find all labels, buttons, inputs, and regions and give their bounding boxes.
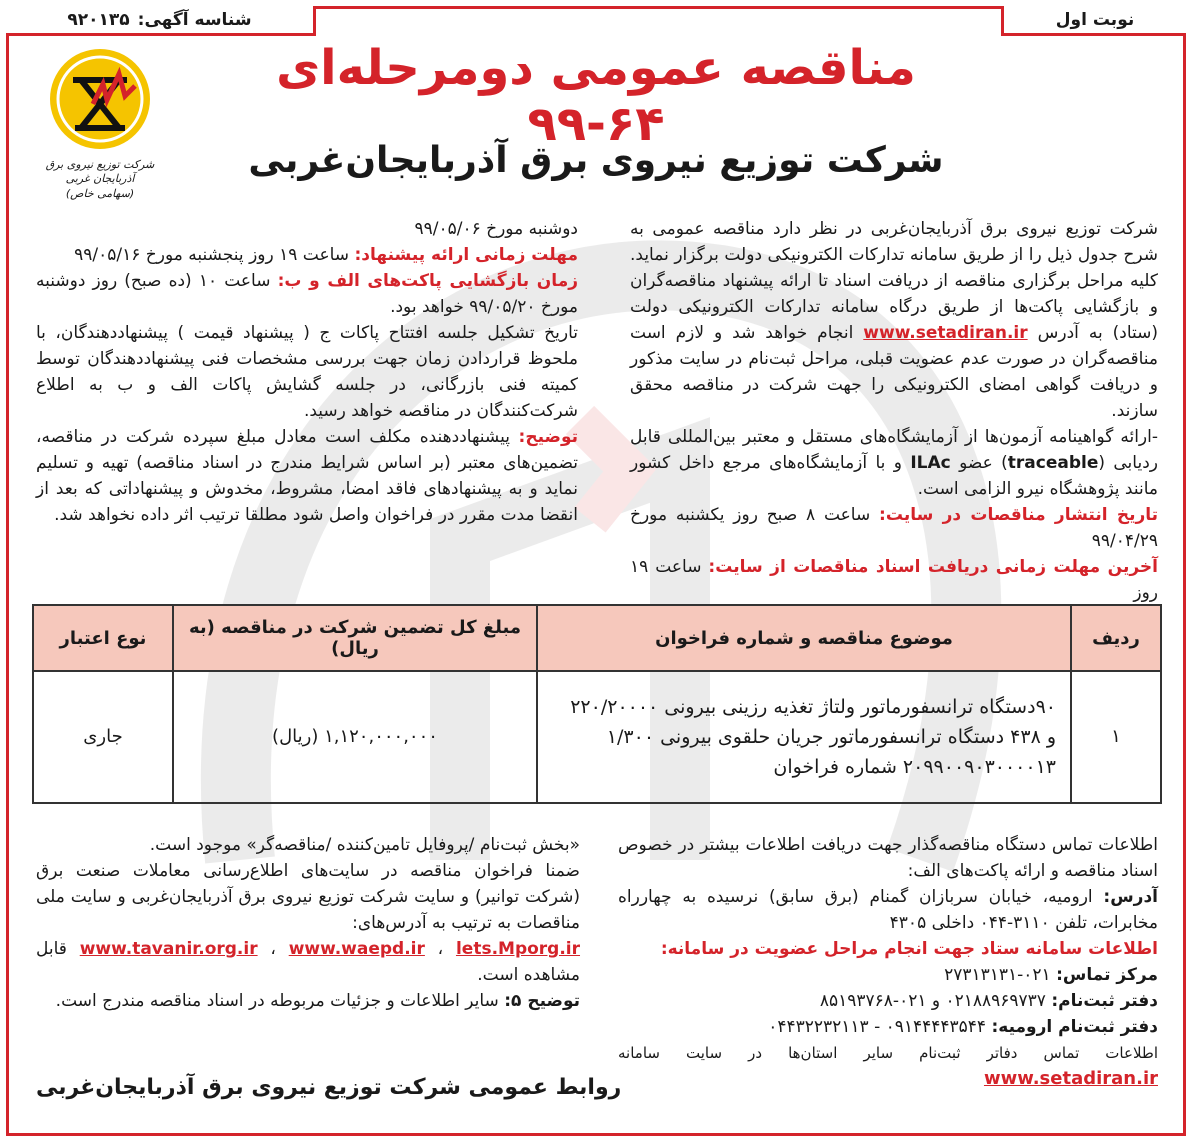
logo-caption: شرکت توزیع نیروی برق آذربایجان غربی	[45, 158, 155, 186]
setad-info-title: اطلاعات سامانه ستاد جهت انجام مراحل عضویت در سامانه:	[660, 939, 1158, 959]
round-tab	[1001, 6, 1186, 36]
lightning-logo-icon	[45, 44, 155, 154]
envelope-c-paragraph: تاریخ تشکیل جلسه افتتاح پاکات ج ( پیشنهاد قیمت ) پیشنهاددهندگان، با ملحوظ قراردادن زمان جهت بررسی مشخصات فنی پیشنهاددهندگان توسط کمیته فنی بازرگانی، در جلسه گشایش پاکات الف و ب به اطلاع شرکت‌کنندگان در مناقصه خواهد رسید.	[36, 323, 578, 421]
tender-table	[32, 604, 1162, 804]
tender-title: مناقصه عمومی دومرحله‌ای ۶۴-۹۹	[276, 40, 916, 152]
col-header-amount: مبلغ کل تضمین شرکت در مناقصه (به ریال)	[173, 605, 537, 671]
cell-type: جاری	[33, 671, 173, 803]
waepd-link[interactable]: www.waepd.ir	[288, 939, 425, 959]
ilac-text: ILAc	[910, 453, 951, 473]
sites-column	[36, 832, 580, 1014]
other-offices: اطلاعات تماس دفاتر ثبت‌نام سایر استان‌ها در سایت سامانه www.setadiran.ir	[618, 1044, 1158, 1089]
publish-date: تاریخ انتشار مناقصات در سایت: ساعت ۸ صبح روز یکشنبه مورخ ۹۹/۰۴/۲۹	[630, 505, 1159, 551]
certificate-paragraph: -ارائه گواهینامه آزمون‌ها از آزمایشگاه‌های مستقل و معتبر بین‌المللی قابل ردیابی (traceable) عضو ILAc و با آزمایشگاه‌های مرجع داخل کشور مانند پژوهشگاه نیرو الزامی است.	[630, 427, 1158, 499]
cell-amount: ۱,۱۲۰,۰۰۰,۰۰۰ (ریال)	[173, 671, 537, 803]
sites-section-ref: «بخش ثبت‌نام /پروفایل تامین‌کننده /مناقصه‌گر» موجود است.	[149, 835, 580, 855]
registration-office: دفتر ثبت‌نام: ۰۲۱۸۸۹۶۹۷۳۷ و ۰۲۱-۸۵۱۹۳۷۶۸	[819, 991, 1158, 1011]
urmia-office: دفتر ثبت‌نام ارومیه: ۰۹۱۴۴۴۴۳۵۴۴ - ۰۴۴۳۲۲۳۲۱۱۳	[768, 1017, 1158, 1037]
company-name: شرکت توزیع نیروی برق آذربایجان‌غربی	[248, 140, 944, 181]
sites-links: www.tavanir.org.ir ، www.waepd.ir ، lets.Mporg.ir قابل مشاهده است.	[36, 939, 581, 985]
tavanir-link[interactable]: www.tavanir.org.ir	[79, 939, 258, 959]
download-deadline: آخرین مهلت زمانی دریافت اسناد مناقصات از سایت: ساعت ۱۹ روز	[630, 557, 1159, 603]
cell-subject: ۹۰دستگاه ترانسفورماتور ولتاژ تغذیه رزینی بیرونی ۲۲۰/۲۰۰۰۰ و ۴۳۸ دستگاه ترانسفورماتور جریان حلقوی بیرونی ۱/۳۰۰ ۲۰۹۹۰۰۹۰۳۰۰۰۰۱۳ شماره فراخوان	[537, 671, 1071, 803]
ad-id-value: ۹۲۰۱۳۵	[67, 9, 130, 30]
logo-caption-sub: (سهامی خاص)	[65, 186, 135, 200]
intro-paragraph: شرکت توزیع نیروی برق آذربایجان‌غربی در نظر دارد مناقصه عمومی به شرح جدول ذیل را از طریق سامانه تدارکات الکترونیکی دولت برگزار نماید. کلیه مراحل برگزاری مناقصه از دریافت اسناد تا ارائه پیشنهاد مناقصه‌گران و بازگشایی پاکت‌ها از طریق درگاه سامانه تدارکات الکترونیکی دولت (ستاد) به آدرس www.setadiran.ir انجام خواهد شد و لازم است مناقصه‌گران در صورت عدم عضویت قبلی، مراحل ثبت‌نام در سایت مذکور و دریافت گواهی امضای الکترونیکی را جهت شرکت در مناقصه محقق سازند.	[630, 219, 1159, 421]
company-logo	[30, 44, 170, 201]
sites-paragraph: ضمنا فراخوان مناقصه در سایت‌های اطلاع‌رسانی معاملات صنعت برق (شرکت توانیر) و سایت شرکت توزیع نیروی برق آذربایجان‌غربی و سایت ملی مناقصات به ترتیب به آدرس‌های:	[36, 861, 580, 933]
download-deadline-cont: دوشنبه مورخ ۹۹/۰۵/۰۶	[414, 219, 578, 239]
contact-address: آدرس: ارومیه، خیابان سربازان گمنام (برق سابق) نرسیده به چهارراه مخابرات، تلفن ۳۱۱۰-۰۴۴ داخلی ۴۳۰۵	[618, 887, 1159, 933]
traceable-text: traceable	[1007, 453, 1099, 473]
contact-column	[618, 832, 1158, 1092]
cell-row: ۱	[1071, 671, 1161, 803]
col-header-row: ردیف	[1071, 605, 1161, 671]
ad-id-tab	[6, 6, 316, 36]
offer-deadline: مهلت زمانی ارائه پیشنهاد: ساعت ۱۹ روز پنجشنبه مورخ ۹۹/۰۵/۱۶	[74, 245, 578, 265]
round-label: نوبت اول	[1055, 9, 1135, 30]
col-header-subject: موضوع مناقصه و شماره فراخوان	[537, 605, 1071, 671]
ad-id-label: شناسه آگهی:	[137, 9, 252, 30]
contact-intro: اطلاعات تماس دستگاه مناقصه‌گذار جهت دریافت اطلاعات بیشتر در خصوص اسناد مناقصه و ارائه پاکت‌های الف:	[618, 835, 1158, 881]
mporg-link[interactable]: lets.Mporg.ir	[455, 939, 581, 959]
note-5: توضیح ۵: سایر اطلاعات و جزئیات مربوطه در اسناد مناقصه مندرج است.	[55, 991, 580, 1011]
col-header-type: نوع اعتبار	[33, 605, 173, 671]
opening-time: زمان بازگشایی پاکت‌های الف و ب: ساعت ۱۰ (ده صبح) روز دوشنبه مورخ ۹۹/۰۵/۲۰ خواهد بود.	[36, 271, 579, 317]
table-row	[33, 671, 1161, 803]
guarantee-note: توضیح: پیشنهاددهنده مکلف است معادل مبلغ سپرده شرکت در مناقصه، تضمین‌های معتبر (بر اساس شرایط مندرج در اسناد مناقصه) تهیه و تسلیم نماید و به پیشنهادهای فاقد امضا، مشروط، مخدوش و پیشنهاداتی که بعد از انقضا مدت مقرر در فراخوان واصل شود مطلقا ترتیب اثر داده نخواهد شد.	[36, 427, 578, 525]
public-relations-signature: روابط عمومی شرکت توزیع نیروی برق آذربایجان‌غربی	[36, 1075, 622, 1100]
setadiran-link-bottom[interactable]: www.setadiran.ir	[983, 1068, 1158, 1089]
setadiran-link[interactable]: www.setadiran.ir	[863, 323, 1028, 343]
call-center: مرکز تماس: ۰۲۱-۲۷۳۱۳۱۳۱	[944, 965, 1158, 985]
intro-column	[630, 216, 1158, 606]
table-header-row	[33, 605, 1161, 671]
schedule-column	[36, 216, 578, 528]
